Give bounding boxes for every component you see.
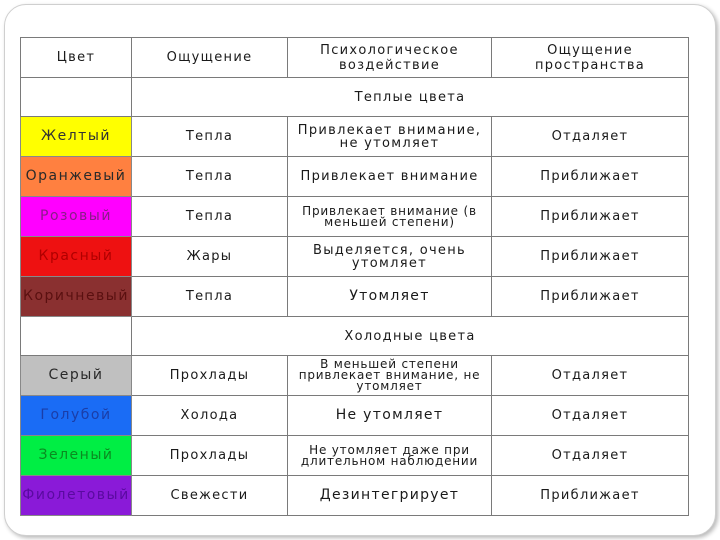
table-row (21, 277, 689, 317)
effect-cell: Утомляет (288, 277, 492, 317)
color-cell: Голубой (21, 396, 132, 436)
header-feeling: Ощущение (132, 38, 288, 78)
effect-cell: Привлекает внимание (в меньшей степени) (288, 197, 492, 237)
cold-section-row (21, 317, 689, 356)
color-cell: Желтый (21, 117, 132, 157)
table-row (21, 237, 689, 277)
color-cell: Розовый (21, 197, 132, 237)
table-row (21, 436, 689, 476)
header-psychological-effect: Психологическое воздействие (288, 38, 492, 78)
feeling-cell: Тепла (132, 277, 288, 317)
space-cell: Приближает (492, 197, 689, 237)
warm-section-title: Теплые цвета (132, 78, 689, 117)
table-row (21, 396, 689, 436)
section-blank-cell (21, 317, 132, 356)
color-cell: Фиолетовый (21, 476, 132, 516)
space-cell: Приближает (492, 157, 689, 197)
feeling-cell: Жары (132, 237, 288, 277)
header-row (21, 38, 689, 78)
cold-section-title: Холодные цвета (132, 317, 689, 356)
effect-cell: В меньшей степени привлекает внимание, не утомляет (288, 356, 492, 396)
feeling-cell: Тепла (132, 197, 288, 237)
header-color: Цвет (21, 38, 132, 78)
table-row (21, 476, 689, 516)
space-cell: Отдаляет (492, 436, 689, 476)
effect-cell: Дезинтегрирует (288, 476, 492, 516)
space-cell: Приближает (492, 237, 689, 277)
feeling-cell: Прохлады (132, 356, 288, 396)
color-cell: Коричневый (21, 277, 132, 317)
section-blank-cell (21, 78, 132, 117)
table-row (21, 197, 689, 237)
space-cell: Отдаляет (492, 117, 689, 157)
effect-cell: Привлекает внимание (288, 157, 492, 197)
table-row (21, 117, 689, 157)
warm-section-row (21, 78, 689, 117)
header-space-feeling: Ощущение пространства (492, 38, 689, 78)
color-cell: Зеленый (21, 436, 132, 476)
effect-cell: Не утомляет (288, 396, 492, 436)
feeling-cell: Тепла (132, 157, 288, 197)
table-row (21, 356, 689, 396)
effect-cell: Привлекает внимание, не утомляет (288, 117, 492, 157)
feeling-cell: Тепла (132, 117, 288, 157)
effect-cell: Не утомляет даже при длительном наблюдении (288, 436, 492, 476)
feeling-cell: Прохлады (132, 436, 288, 476)
effect-cell: Выделяется, очень утомляет (288, 237, 492, 277)
space-cell: Отдаляет (492, 396, 689, 436)
space-cell: Отдаляет (492, 356, 689, 396)
space-cell: Приближает (492, 277, 689, 317)
feeling-cell: Холода (132, 396, 288, 436)
color-perception-table (20, 37, 689, 516)
color-cell: Оранжевый (21, 157, 132, 197)
feeling-cell: Свежести (132, 476, 288, 516)
color-cell: Серый (21, 356, 132, 396)
space-cell: Приближает (492, 476, 689, 516)
color-cell: Красный (21, 237, 132, 277)
table-row (21, 157, 689, 197)
